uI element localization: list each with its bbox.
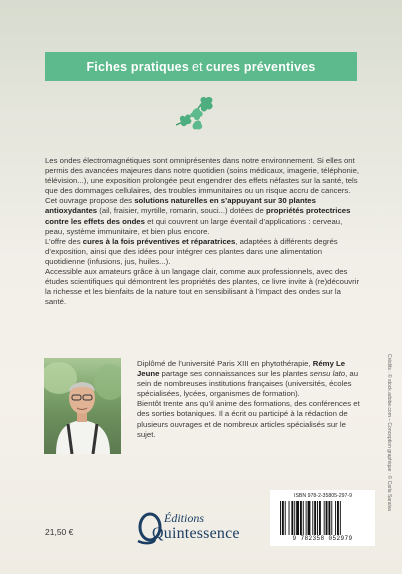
paragraph-1	[45, 156, 363, 196]
barcode-digits: 9 782358 052979	[292, 535, 353, 542]
publisher-logo	[134, 507, 254, 547]
publisher-name: Quintessence	[152, 525, 240, 542]
author-name: Rémy Le Jeune	[137, 359, 346, 379]
author-bio	[137, 359, 363, 440]
barcode-bars	[280, 501, 366, 535]
paragraph-3	[45, 237, 363, 267]
author-photo	[44, 358, 121, 454]
p2-bold-2: propriétés protectrices contre les effets des ondes	[45, 206, 351, 226]
author-portrait-image	[44, 358, 121, 454]
description	[45, 156, 363, 307]
author-text-1: Diplômé de l’université Paris XIII en phytothérapie,	[137, 359, 313, 368]
isbn-label: ISBN 978-2-35805-297-9	[294, 493, 352, 499]
p3-bold-1: cures à la fois préventives et réparatrices	[82, 236, 236, 246]
p3-text-1: L’offre des	[45, 236, 83, 246]
author-text-3: , au sein de nombreuses institutions françaises (universités, écoles spécialisées, lycées, organismes de formation).	[137, 369, 359, 399]
price: 21,50 €	[45, 527, 74, 537]
leaf-icon	[172, 95, 216, 135]
p1-text: Les ondes électromagnétiques sont omniprésentes dans notre environnement. Si elles ont permis des avancées majeures dans notre quotidien (soins médicaux, imagerie, téléphonie, télévision...), une exposition prolongée peut engendrer des effets néfastes sur la santé, tels que des dommages cellulaires, des troubles immunitaires ou un risque accru de cancers.	[45, 156, 360, 196]
banner-part2: cures préventives	[205, 59, 316, 74]
banner-part1: Fiches pratiques	[86, 59, 189, 74]
p2-text-3: et qui couvrent un large éventail d’applications : cerveau, peau, système immunitaire, et bien plus encore.	[45, 216, 343, 236]
title-banner	[45, 52, 357, 81]
p3-text-2: , adaptées à différents degrés d’exposition, ainsi que des idées pour intégrer ces plantes dans une alimentation quotidienne (infusions, jus, huiles...).	[45, 236, 338, 266]
p4-text: Accessible aux amateurs grâce à un langage clair, comme aux professionnels, avec des études scientifiques qui démontrent les propriétés des plantes, ce livre invite à (re)découvrir la richesse et les bienfaits de la nature tout en sensibilisant à l’impact des ondes sur la santé.	[45, 267, 360, 307]
p2-text-2: (ail, fraisier, myrtille, romarin, souci...) dotées de	[97, 206, 266, 216]
publisher-editions: Éditions	[164, 511, 205, 525]
paragraph-2	[45, 196, 363, 236]
author-paragraph-2: Bientôt trente ans qu’il anime des formations, des conférences et des sorties botaniques. Il a écrit ou participé à la rédaction de plusieurs ouvrages et de nombreux articles spécialisés sur le sujet.	[137, 399, 360, 439]
p2-text-1: Cet ouvrage propose des	[45, 196, 135, 206]
paragraph-4	[45, 267, 363, 307]
author-text-2: partage ses connaissances sur les plantes	[159, 369, 310, 379]
credits: Crédits : © stock.adobe.com – Conception graphique : © Carla Saraiva	[386, 354, 392, 511]
barcode	[270, 490, 375, 546]
banner-amp: et	[192, 59, 203, 74]
author-paragraph-1	[137, 359, 363, 399]
author-italic: sensu lato	[309, 369, 346, 379]
p2-bold-1: solutions naturelles en s’appuyant sur 30 plantes antioxydantes	[45, 196, 316, 216]
